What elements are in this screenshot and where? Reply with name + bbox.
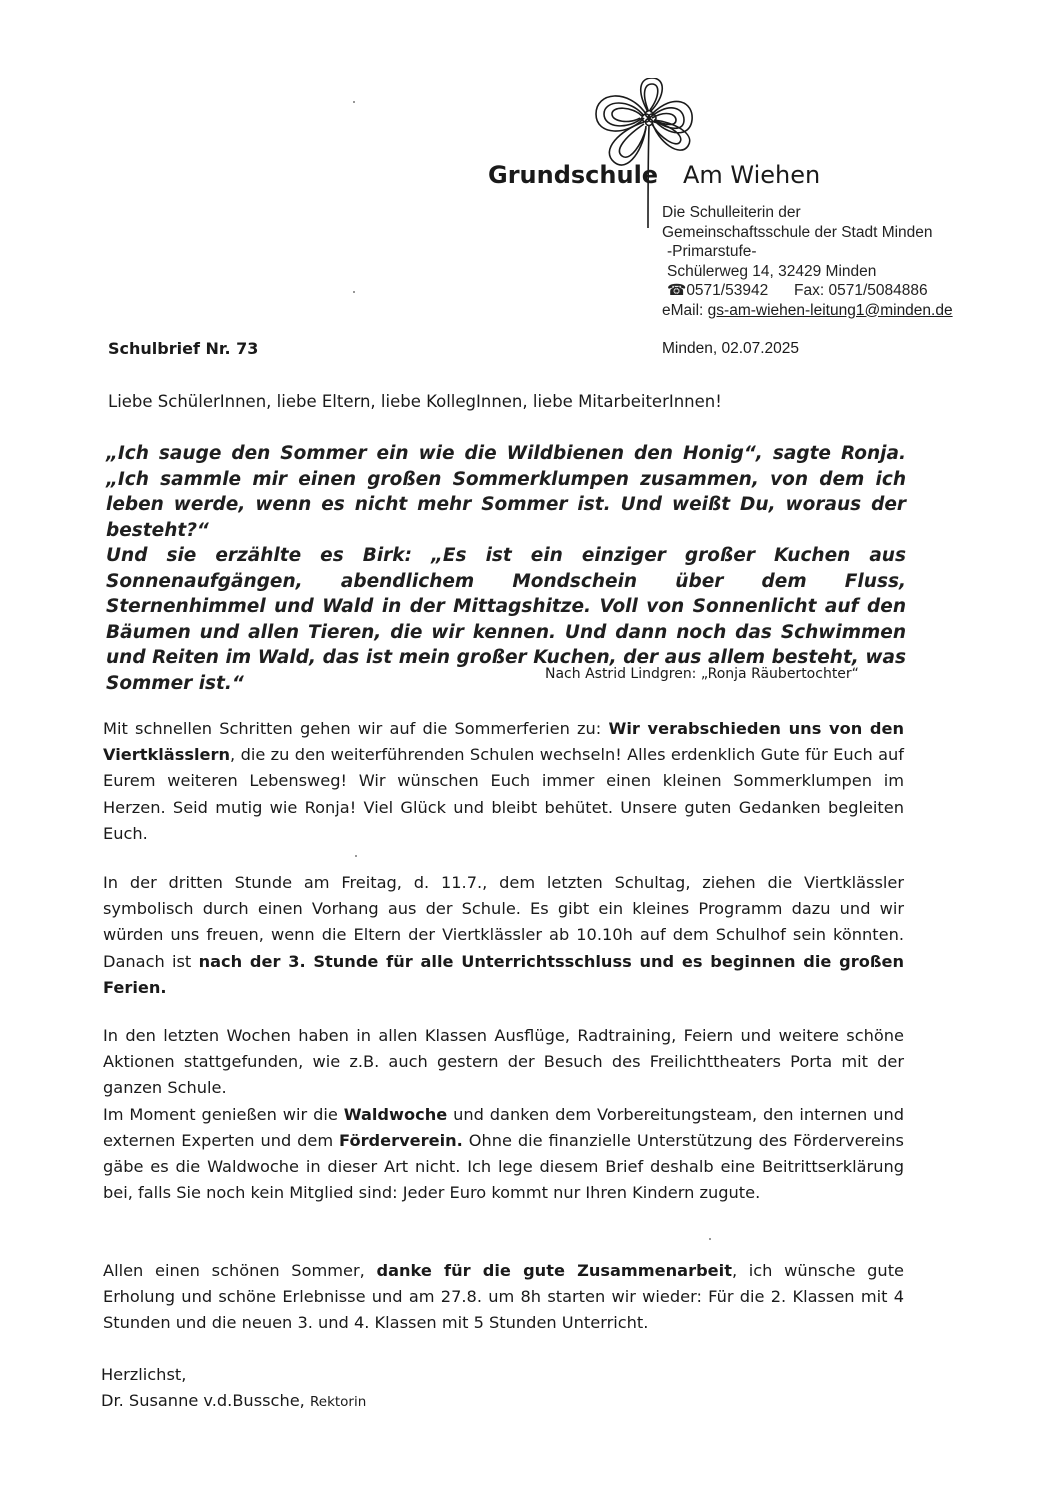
ronja-quote: [106, 441, 906, 696]
bold-run: danke für die gute Zusammenarbeit: [376, 1261, 732, 1280]
paragraph-activities: [103, 1023, 904, 1206]
signature-block: [101, 1362, 366, 1415]
email-link[interactable]: gs-am-wiehen-leitung1@minden.de: [707, 301, 953, 319]
scan-speck: [353, 101, 355, 103]
paragraph-farewell: [103, 716, 904, 847]
signature-line: [101, 1388, 366, 1415]
bold-run: nach der 3. Stunde für alle Unterrichtsschluss und es beginnen die großen Ferien.: [103, 951, 905, 997]
letter-number: Schulbrief Nr. 73: [108, 339, 259, 358]
sender-address: Schülerweg 14, 32429 Minden: [667, 262, 877, 280]
sender-phone: 0571/53942: [686, 282, 769, 299]
quote-source: Nach Astrid Lindgren: „Ronja Räubertochter“: [545, 666, 859, 682]
sender-contact-line: [662, 281, 953, 301]
closing-word: Herzlichst,: [101, 1365, 187, 1384]
text-run: In den letzten Wochen haben in allen Klassen Ausflüge, Radtraining, Feiern und weitere schöne Aktionen stattgefunden, wie z.B. auch gestern der Besuch des Freilichttheaters Porta mit der ganzen Schule.: [103, 1026, 904, 1098]
bold-run: Wir verabschieden uns von den Viertklässlern: [103, 719, 905, 765]
sender-line: Gemeinschaftsschule der Stadt Minden: [662, 223, 933, 241]
paragraph-last-day: [103, 870, 904, 1001]
logo-name-bold: Grundschule: [488, 161, 659, 189]
telephone-icon: ☎: [667, 282, 687, 299]
bold-run: Waldwoche: [343, 1104, 448, 1124]
paragraph-closing: [103, 1258, 904, 1337]
sender-address-block: [662, 203, 953, 320]
text-run: , ich wünsche gute Erholung und schöne Erlebnisse und am 27.8. um 8h starten wir wieder: Für die 2. Klassen mit 4 Stunden und die neuen 3. und 4. Klassen mit 5 Stunden Unterricht.: [103, 1261, 905, 1333]
text-run: Allen einen schönen Sommer,: [103, 1261, 377, 1280]
text-run: Ohne die finanzielle Unterstützung des Fördervereins gäbe es die Waldwoche in dieser Art nicht. Ich lege diesem Brief deshalb eine Beitrittserklärung bei, falls Sie noch kein Mitglied sind: Jeder Euro kommt nur Ihren Kindern zugute.: [103, 1130, 904, 1203]
scan-speck: [709, 1238, 711, 1240]
greeting: Liebe SchülerInnen, liebe Eltern, liebe KollegInnen, liebe MitarbeiterInnen!: [108, 392, 722, 411]
email-label: eMail:: [662, 301, 704, 319]
sender-email-line: [662, 301, 953, 321]
quote-part-1: „Ich sauge den Sommer ein wie die Wildbienen den Honig“, sagte Ronja. „Ich sammle mir einen großen Sommerklumpen zusammen, von dem ich leben werde, wenn es nicht mehr Sommer ist. Und weißt Du, woraus der besteht?“: [106, 443, 906, 541]
signer-name: Dr. Susanne v.d.Bussche,: [101, 1391, 305, 1410]
text-run: In der dritten Stunde am Freitag, d. 11.7., dem letzten Schultag, ziehen die Viertklässler symbolisch durch einen Vorhang aus der Schule. Es gibt ein kleines Programm dazu und wir würden uns freuen, wenn die Eltern der Viertklässler ab 10.10h auf dem Schulhof sein könnten. Danach ist: [103, 873, 904, 971]
text-run: , die zu den weiterführenden Schulen wechseln! Alles erdenklich Gute für Euch auf Eurem weiteren Lebensweg! Wir wünschen Euch immer einen kleinen Sommerklumpen im Herzen. Seid mutig wie Ronja! Viel Glück und bleibt behütet. Unsere guten Gedanken begleiten Euch.: [103, 745, 904, 843]
sender-line: Die Schulleiterin der: [662, 204, 801, 221]
logo-name-regular: Am Wiehen: [682, 161, 821, 189]
bold-run: Förderverein.: [339, 1130, 463, 1150]
text-run: Mit schnellen Schritten gehen wir auf die Sommerferien zu:: [103, 719, 609, 738]
signer-role: Rektorin: [309, 1394, 367, 1410]
school-logo-name: [488, 160, 820, 190]
scan-speck: [355, 855, 357, 857]
sender-line: -Primarstufe-: [667, 243, 757, 260]
sender-fax: Fax: 0571/5084886: [794, 282, 928, 299]
letter-date: Minden, 02.07.2025: [662, 340, 800, 357]
scan-speck: [353, 291, 355, 293]
quote-part-2: Und sie erzählte es Birk: „Es ist ein einziger großer Kuchen aus Sonnenaufgängen, abendlichem Mondschein über dem Fluss, Sternenhimmel und Wald in der Mittagshitze. Voll von Sonnenlicht auf den Bäumen und allen Tieren, die wir kennen. Und dann noch das Schwimmen und Reiten im Wald, das ist mein großer Kuchen, der aus allem besteht, was Sommer ist.“: [106, 545, 906, 694]
text-run: Im Moment genießen wir die: [103, 1104, 344, 1124]
text-run: und danken dem Vorbereitungsteam, den internen und externen Experten und dem: [103, 1104, 904, 1150]
